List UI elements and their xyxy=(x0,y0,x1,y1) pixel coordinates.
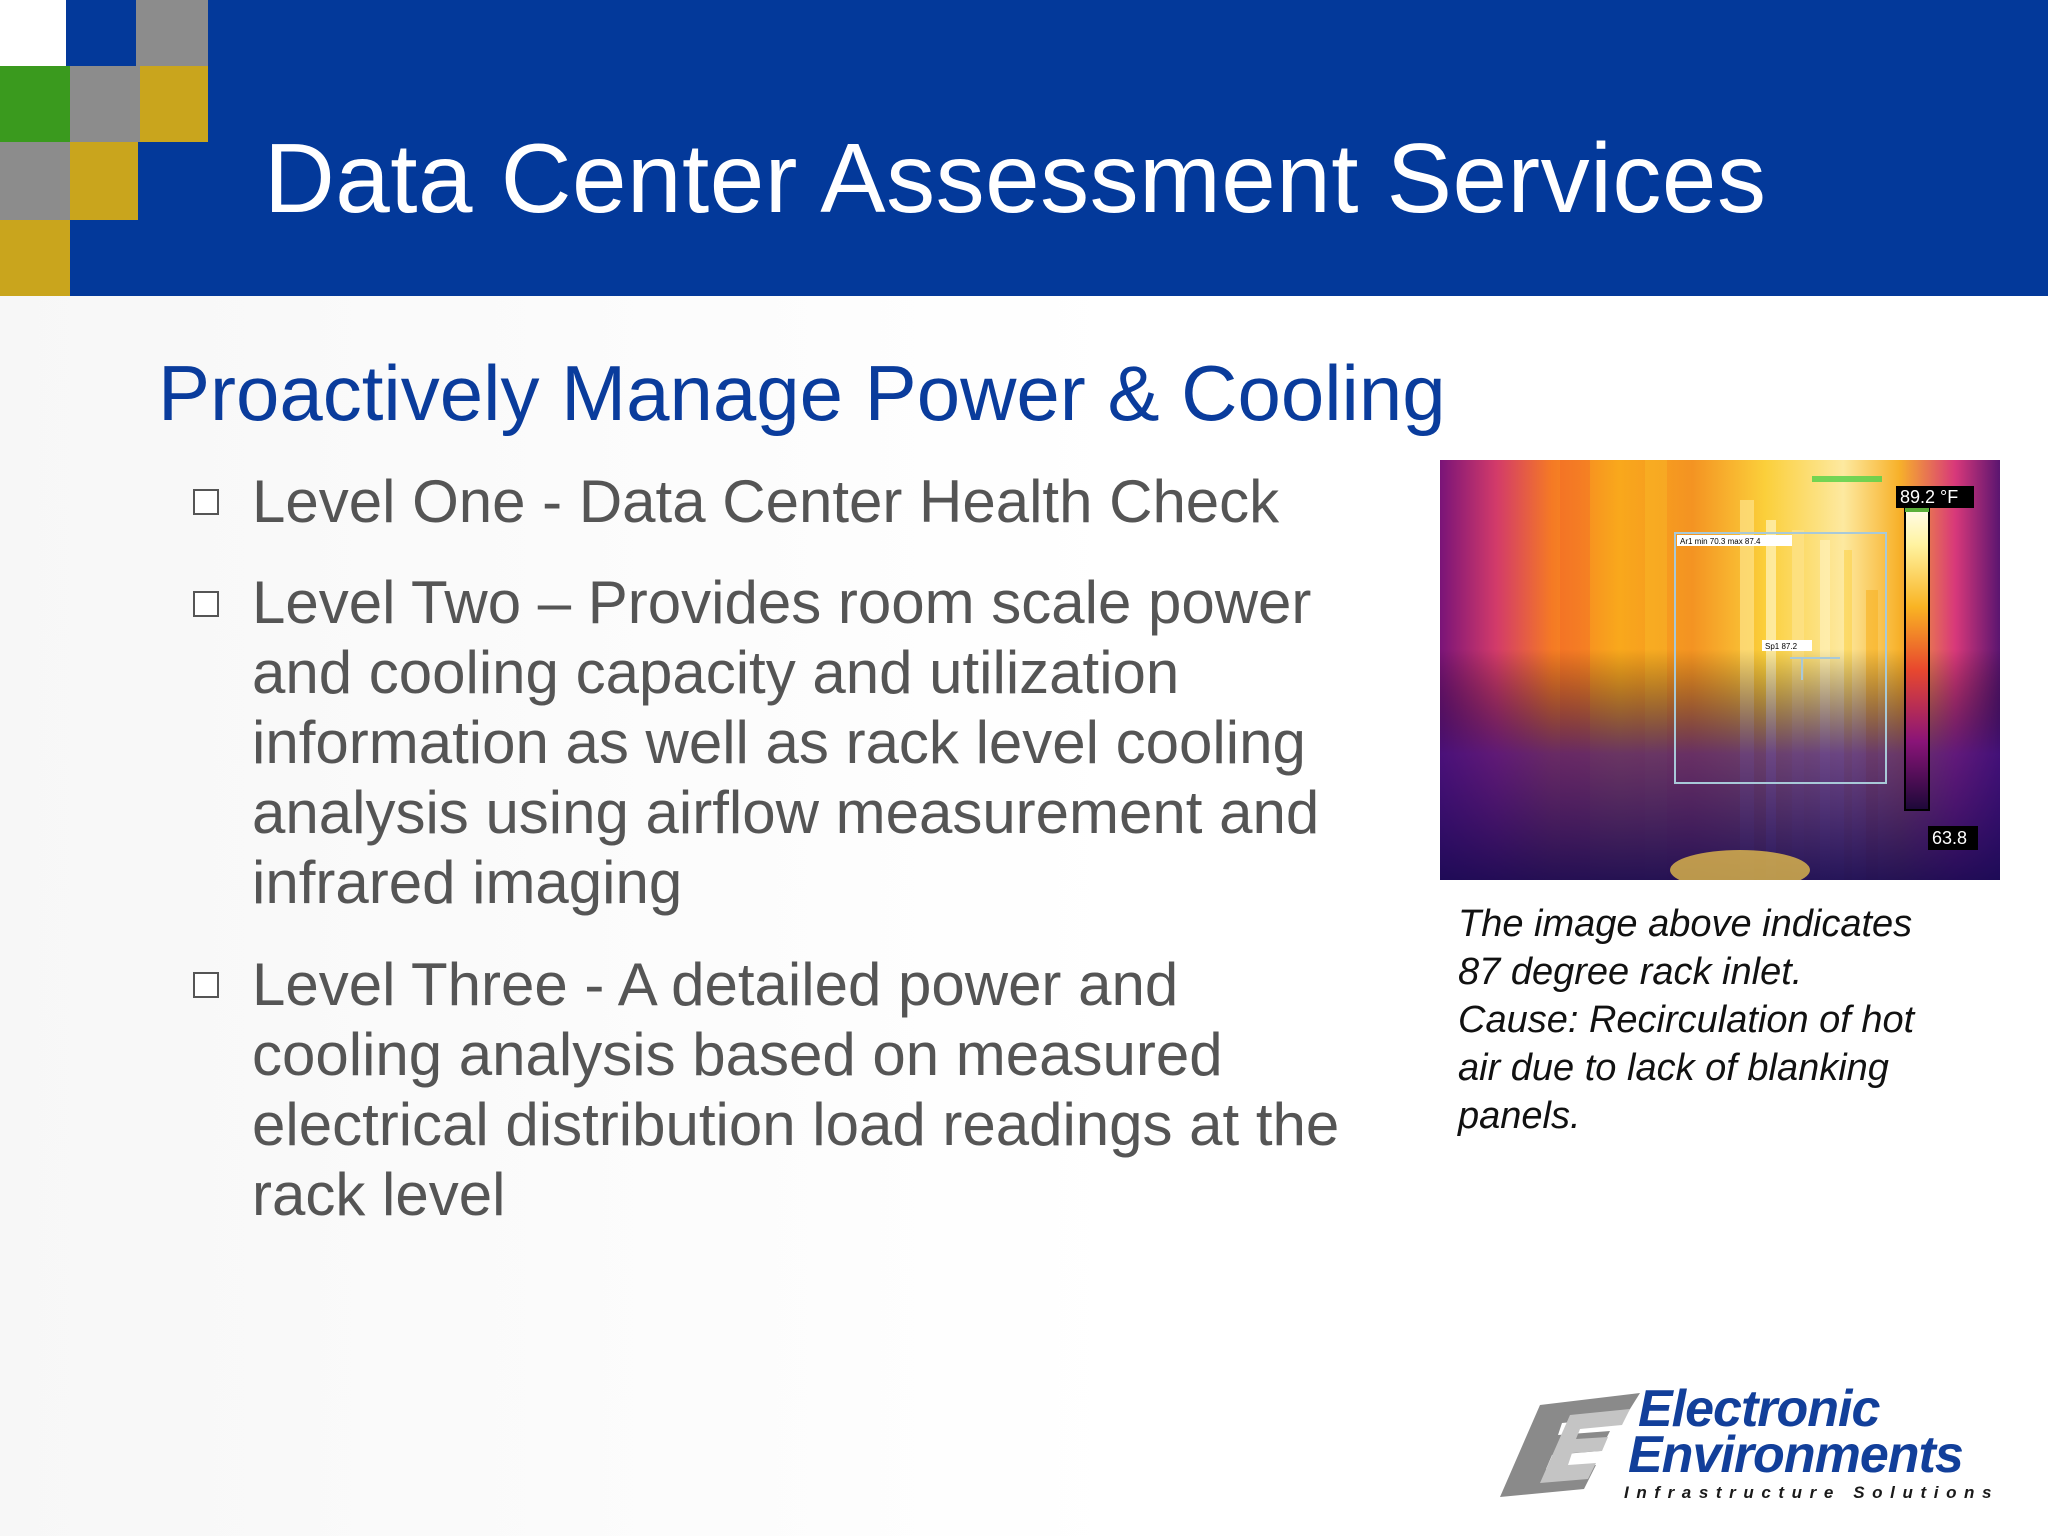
thermal-image xyxy=(1440,460,2000,880)
bullet-marker xyxy=(193,591,219,617)
scale-max-label: 89.2 °F xyxy=(1900,487,1959,507)
mosaic-square xyxy=(66,0,136,66)
logo-text-line1: Electronic xyxy=(1638,1380,1880,1438)
logo-emblem-icon xyxy=(1500,1385,1640,1505)
bullet-line: Level Three - A detailed power and xyxy=(252,951,1179,1018)
mosaic-square xyxy=(70,142,138,220)
bullet-line: information as well as rack level cooling xyxy=(252,709,1306,776)
mosaic-square xyxy=(0,0,66,66)
bullet-level-one xyxy=(252,467,1279,537)
bullet-line: rack level xyxy=(252,1161,506,1228)
mosaic-square xyxy=(136,0,208,66)
scale-min-label: 63.8 xyxy=(1932,828,1968,848)
title-bar xyxy=(0,0,2048,296)
mosaic-square xyxy=(140,66,208,142)
spot-measurement-label: Sp1 87.2 xyxy=(1765,642,1798,651)
caption-line: The image above indicates xyxy=(1458,903,1913,945)
bullet-line: and cooling capacity and utilization xyxy=(252,639,1180,706)
company-logo xyxy=(1500,1380,2020,1505)
area-measurement-label: Ar1 min 70.3 max 87.4 xyxy=(1680,537,1761,546)
thermal-image-graphic xyxy=(1440,460,2000,880)
bullet-line: cooling analysis based on measured xyxy=(252,1021,1223,1088)
bullet-level-three xyxy=(252,950,1339,1230)
slide-title: Data Center Assessment Services xyxy=(264,123,1767,233)
slide-subtitle: Proactively Manage Power & Cooling xyxy=(158,349,1446,437)
mosaic-square xyxy=(70,66,140,142)
mosaic-square xyxy=(0,66,70,142)
logo-tagline: Infrastructure Solutions xyxy=(1624,1483,2000,1502)
bullet-level-two xyxy=(252,568,1319,918)
bullet-marker xyxy=(193,489,219,515)
bullet-marker xyxy=(193,972,219,998)
caption-line: 87 degree rack inlet. xyxy=(1458,951,1803,993)
bullet-line: infrared imaging xyxy=(252,849,683,916)
mosaic-square xyxy=(0,220,70,296)
caption-line: air due to lack of blanking xyxy=(1458,1047,1889,1089)
caption-line: panels. xyxy=(1458,1095,1581,1137)
bullet-line: Level Two – Provides room scale power xyxy=(252,569,1312,636)
caption-line: Cause: Recirculation of hot xyxy=(1458,999,1915,1041)
bullet-line: electrical distribution load readings at the xyxy=(252,1091,1340,1158)
mosaic-square xyxy=(0,142,70,220)
image-caption xyxy=(1458,900,2018,1140)
bullet-line: Level One - Data Center Health Check xyxy=(252,468,1280,535)
logo-text-line2: Environments xyxy=(1628,1426,1963,1484)
bullet-line: analysis using airflow measurement and xyxy=(252,779,1320,846)
